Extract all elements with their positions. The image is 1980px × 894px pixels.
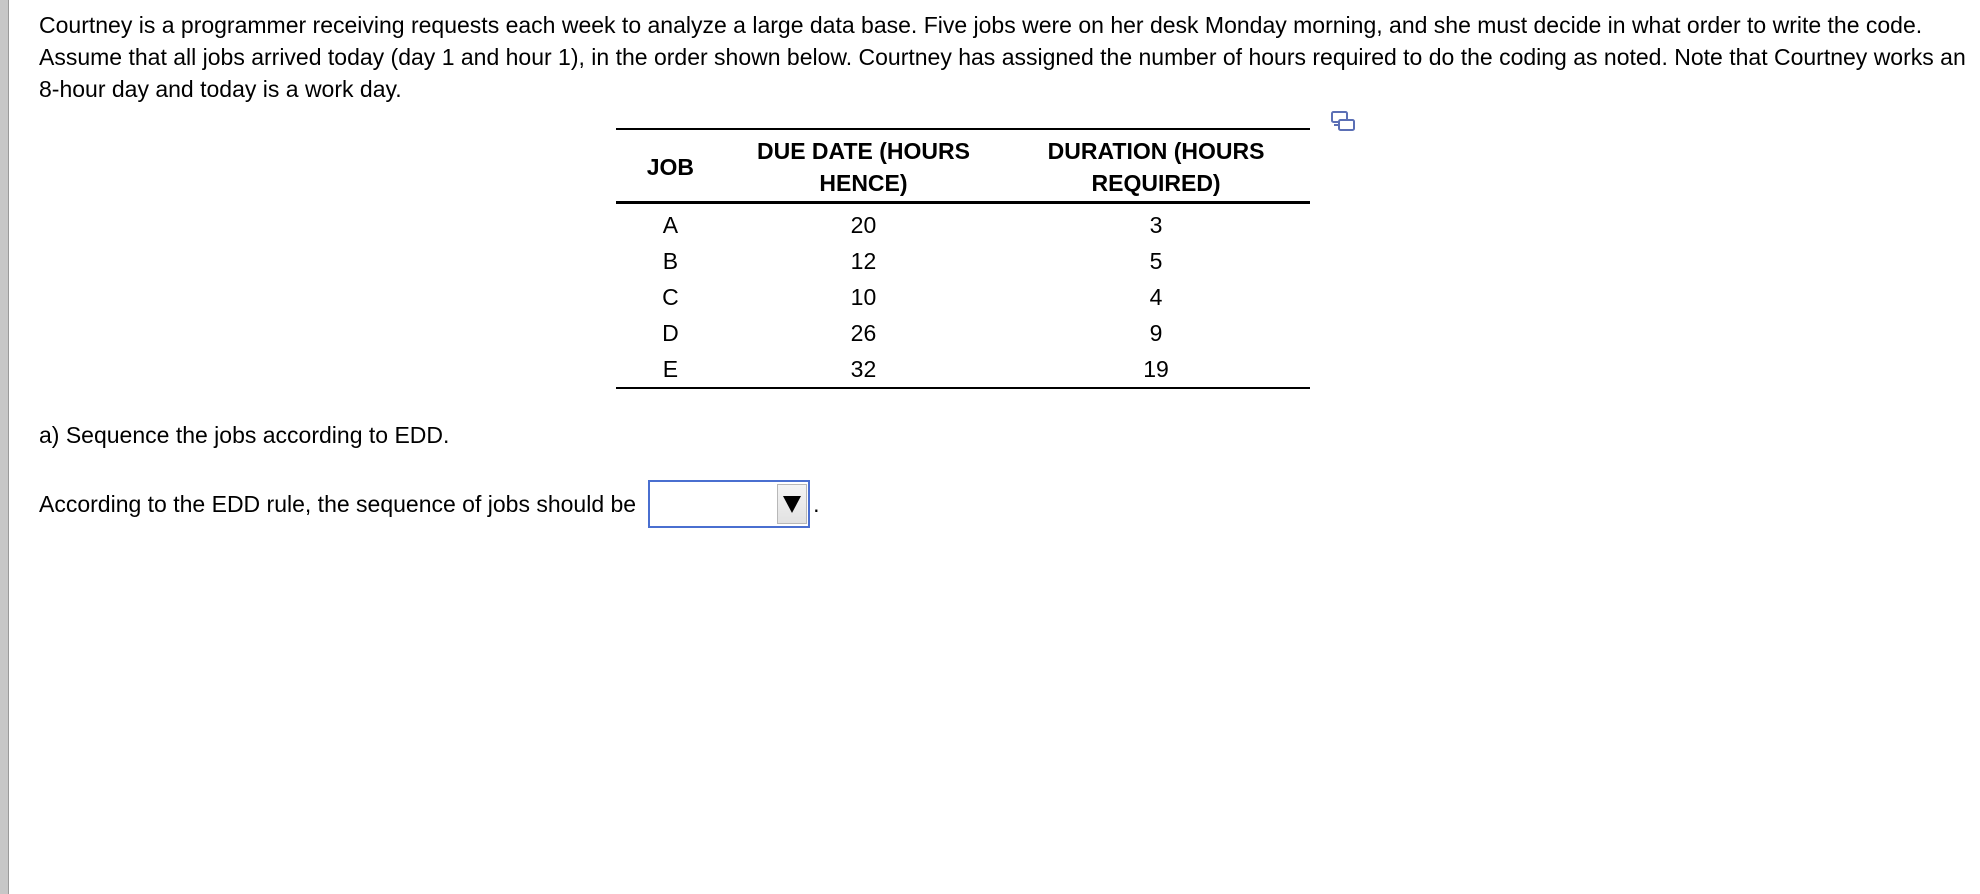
cell-due-date: 20 — [850, 212, 877, 238]
cell-job: D — [662, 320, 679, 346]
cell-duration: 3 — [1149, 212, 1163, 238]
cell-duration: 4 — [1149, 284, 1163, 310]
table-row — [616, 315, 1310, 351]
sequence-dropdown[interactable] — [648, 480, 810, 528]
cell-job: E — [662, 356, 679, 382]
header-due-date: DUE DATE (HOURS HENCE) — [756, 138, 970, 196]
table-row — [616, 279, 1310, 315]
answer-sentence: According to the EDD rule, the sequence of jobs should be — [39, 490, 637, 517]
header-duration: DURATION (HOURS REQUIRED) — [1047, 138, 1265, 196]
copy-to-clipboard-icon[interactable] — [1331, 111, 1356, 133]
table-row — [616, 243, 1310, 279]
question-content — [39, 9, 1974, 105]
triangle-down-icon — [783, 496, 801, 513]
cell-due-date: 10 — [850, 284, 877, 310]
answer-line — [39, 477, 819, 531]
table-row — [616, 351, 1310, 388]
problem-statement: Courtney is a programmer receiving requests each week to analyze a large data base. Five jobs were on her desk Monday morning, and she must decide in what order to write the code. Assume that all jobs arrived today (day 1 and hour 1), in the order shown below. Courtney has assigned the number of hours required to do the coding as noted. Note that Courtney works an 8-hour day and today is a work day. — [39, 12, 1966, 102]
cell-job: C — [662, 284, 679, 310]
table-header-row — [616, 129, 1310, 203]
part-a-prompt: a) Sequence the jobs according to EDD. — [39, 422, 450, 448]
cell-due-date: 26 — [850, 320, 877, 346]
dropdown-toggle[interactable] — [777, 484, 807, 524]
cell-duration: 19 — [1143, 356, 1169, 382]
cell-duration: 5 — [1149, 248, 1163, 274]
cell-job: B — [662, 248, 679, 274]
header-job: JOB — [646, 154, 695, 180]
cell-job: A — [662, 212, 679, 238]
cell-duration: 9 — [1149, 320, 1163, 346]
cell-due-date: 12 — [850, 248, 877, 274]
jobs-table-container — [616, 128, 1310, 389]
left-border-bar — [0, 0, 9, 894]
cell-due-date: 32 — [850, 356, 877, 382]
jobs-table — [616, 128, 1310, 389]
sentence-period: . — [813, 490, 820, 517]
table-row — [616, 203, 1310, 244]
